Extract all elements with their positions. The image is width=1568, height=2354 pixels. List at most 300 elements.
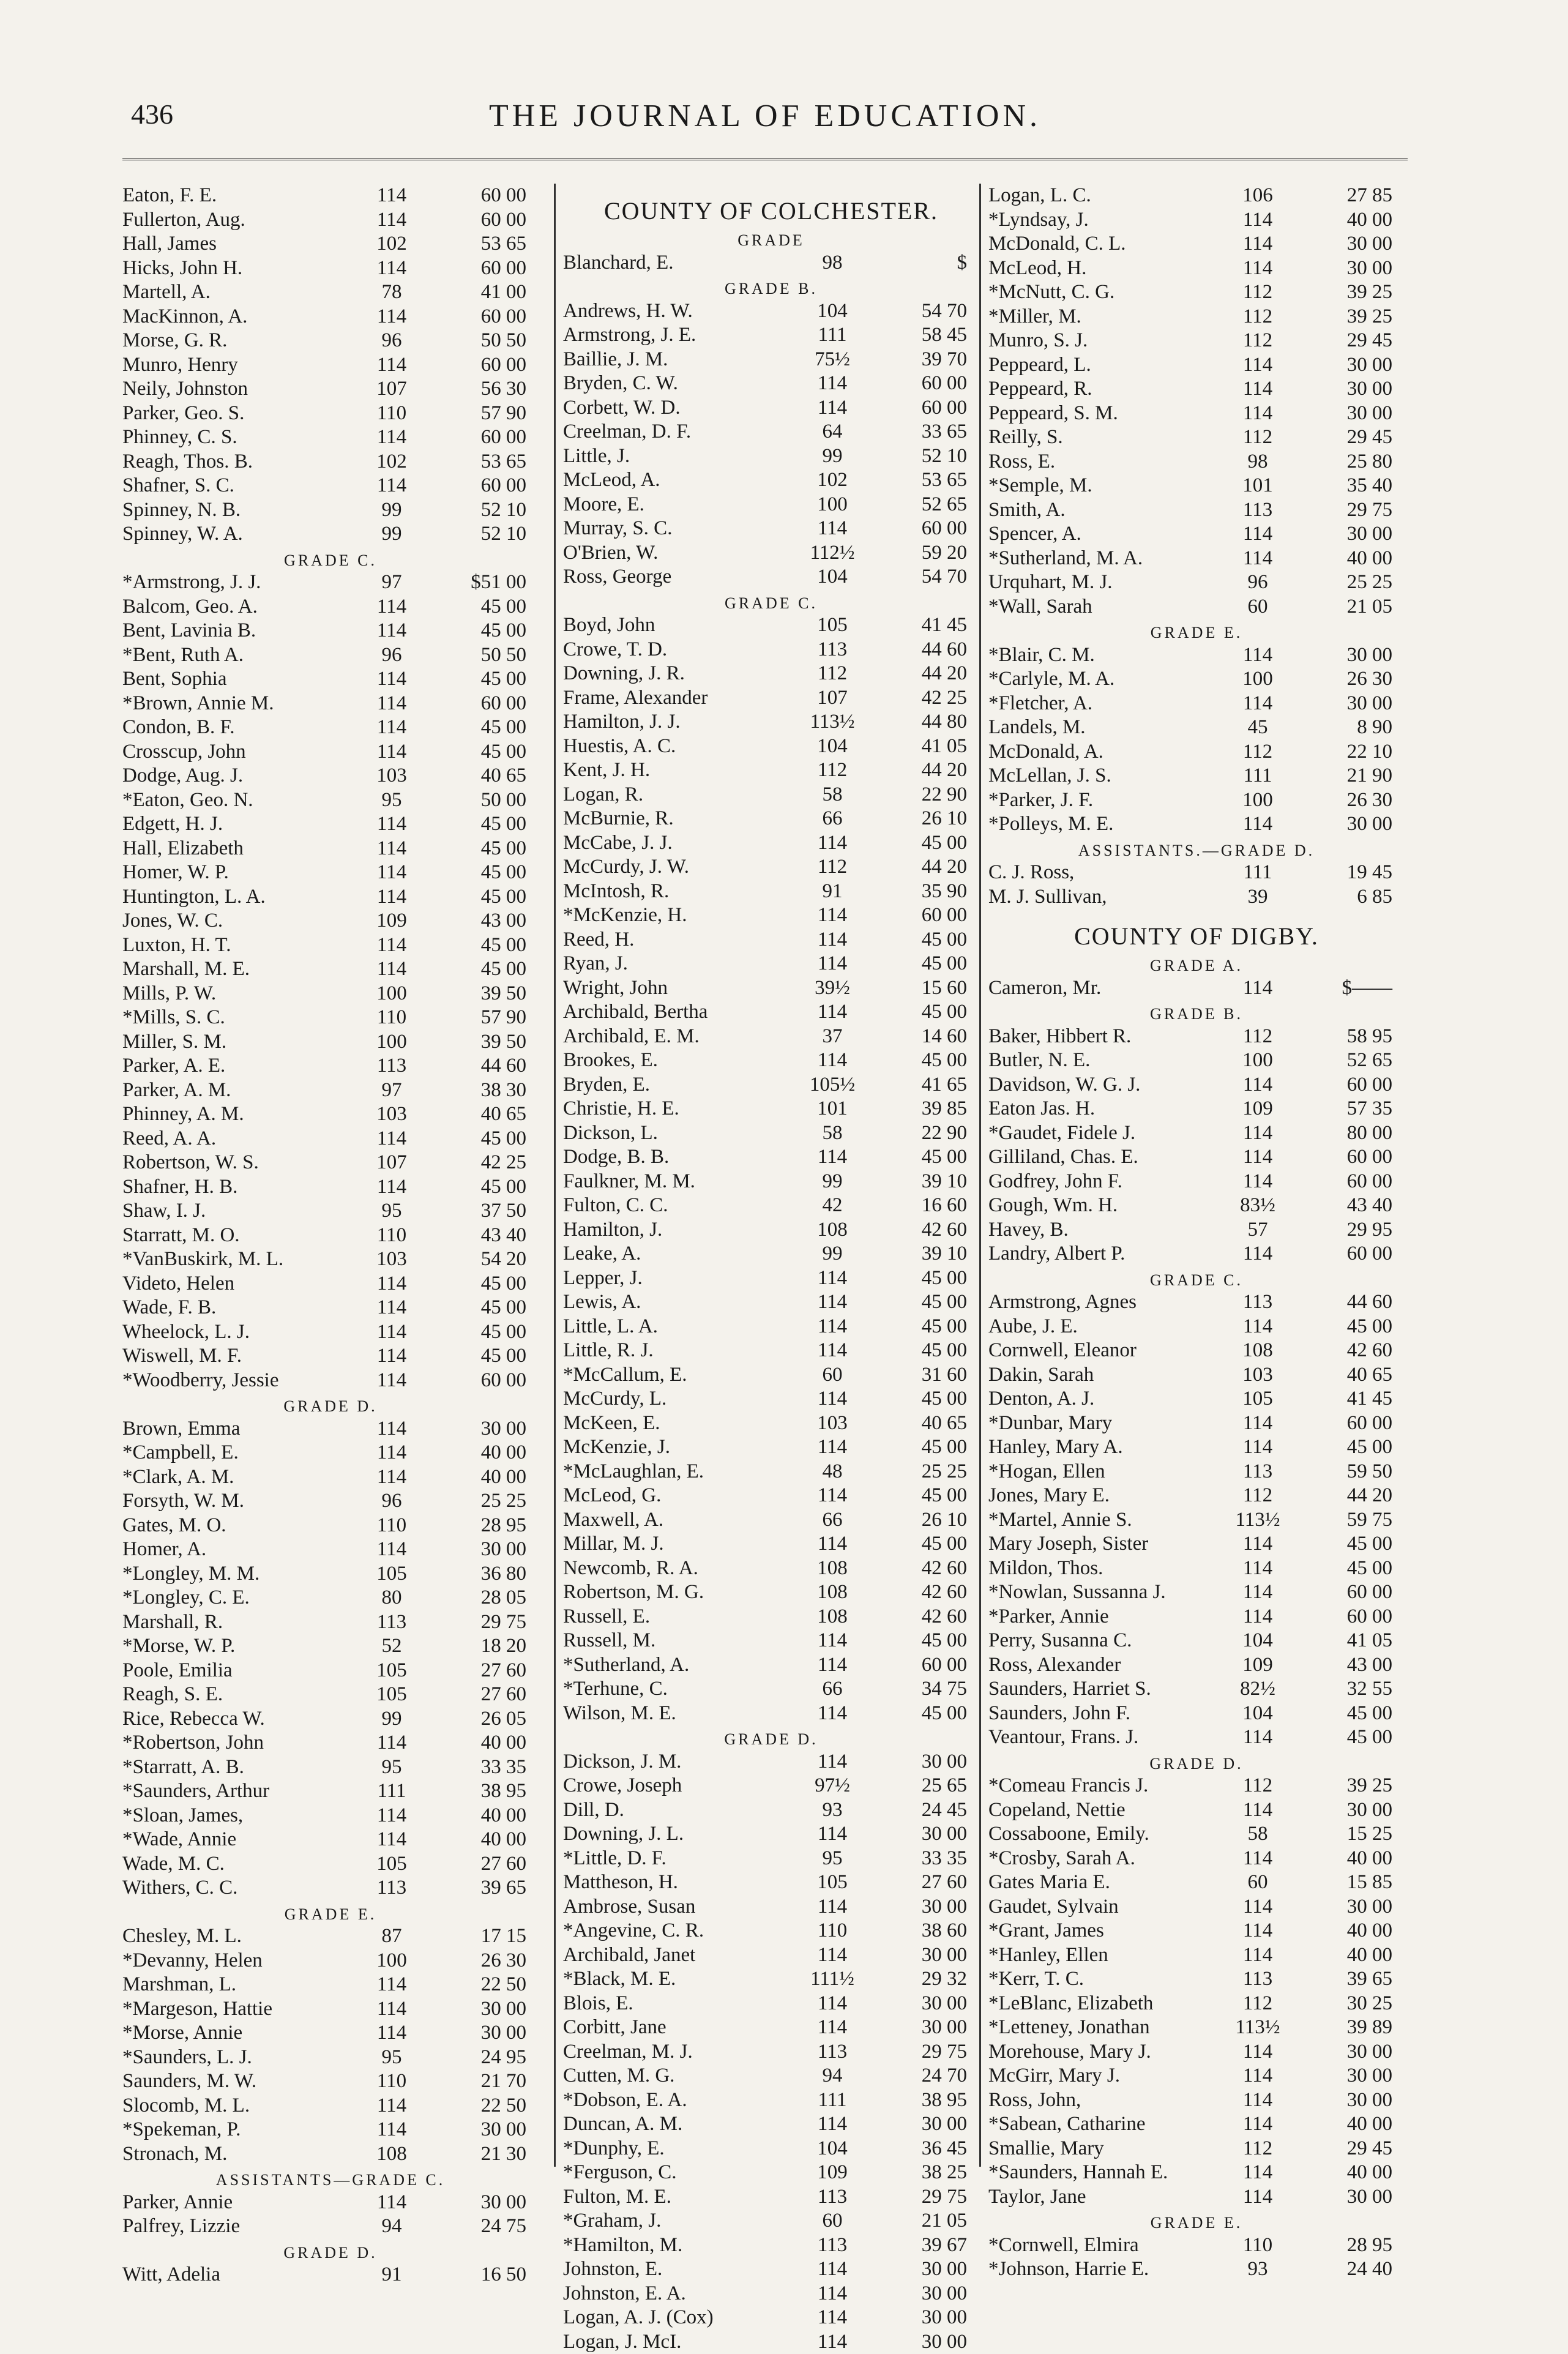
teacher-row: [563, 372, 979, 396]
days-taught: 100: [790, 493, 875, 517]
teacher-name: Miller, S. M.: [122, 1030, 349, 1055]
grant-amount: 29 75: [875, 2185, 967, 2210]
grant-amount: 16 50: [435, 2263, 526, 2287]
days-taught: 99: [349, 1707, 435, 1732]
teacher-row: [122, 2118, 539, 2142]
days-taught: 112: [1215, 329, 1301, 353]
days-taught: 113½: [1215, 1508, 1301, 1533]
teacher-name: Saunders, M. W.: [122, 2069, 349, 2094]
grant-amount: 25 25: [435, 1489, 526, 1514]
teacher-name: *Grant, James: [988, 1919, 1215, 1943]
journal-title: THE JOURNAL OF EDUCATION.: [122, 98, 1408, 134]
teacher-row: [563, 1822, 979, 1847]
teacher-name: Taylor, Jane: [988, 2185, 1215, 2210]
days-taught: 114: [349, 1538, 435, 1562]
grant-amount: 30 00: [875, 2016, 967, 2040]
days-taught: 114: [349, 1997, 435, 2022]
teacher-row: [122, 1127, 539, 1151]
teacher-name: McLeod, H.: [988, 256, 1215, 281]
days-taught: 114: [790, 1339, 875, 1363]
grant-amount: 36 45: [875, 2137, 967, 2161]
days-taught: 114: [1215, 2185, 1301, 2210]
days-taught: 83½: [1215, 1194, 1301, 1218]
days-taught: 99: [790, 1170, 875, 1194]
days-taught: 114: [790, 1266, 875, 1291]
grant-amount: 26 30: [1301, 788, 1392, 813]
teacher-row: [122, 1006, 539, 1030]
teacher-row: [988, 547, 1405, 571]
grant-amount: 60 00: [875, 903, 967, 928]
days-taught: 110: [349, 1006, 435, 1030]
grant-amount: 36 80: [435, 1562, 526, 1586]
teacher-name: Reed, A. A.: [122, 1127, 349, 1151]
grant-amount: 16 60: [875, 1194, 967, 1218]
teacher-row: [122, 2021, 539, 2046]
days-taught: 104: [1215, 1702, 1301, 1726]
teacher-row: [563, 2257, 979, 2282]
days-taught: 95: [349, 1199, 435, 1224]
days-taught: 106: [1215, 184, 1301, 208]
grant-amount: 42 25: [435, 1151, 526, 1175]
days-taught: 114: [790, 1484, 875, 1508]
teacher-name: Gates Maria E.: [988, 1870, 1215, 1895]
teacher-row: [988, 1484, 1405, 1508]
days-taught: 114: [349, 740, 435, 764]
days-taught: 114: [1215, 1895, 1301, 1919]
grant-amount: 45 00: [435, 885, 526, 910]
days-taught: 52: [349, 1634, 435, 1659]
teacher-name: Armstrong, J. E.: [563, 323, 790, 348]
teacher-row: [988, 1170, 1405, 1194]
teacher-row: [563, 1605, 979, 1629]
grant-amount: 54 70: [875, 299, 967, 324]
teacher-row: [988, 1847, 1405, 1871]
teacher-name: *Comeau Francis J.: [988, 1774, 1215, 1798]
teacher-name: McIntosh, R.: [563, 880, 790, 904]
days-taught: 108: [349, 2142, 435, 2167]
grant-amount: 45 00: [875, 1145, 967, 1170]
teacher-row: [988, 450, 1405, 474]
days-taught: 114: [790, 2330, 875, 2354]
grant-amount: 38 25: [875, 2161, 967, 2185]
days-taught: 66: [790, 807, 875, 831]
days-taught: 113: [1215, 1460, 1301, 1484]
teacher-row: [122, 1659, 539, 1683]
grant-amount: 21 70: [435, 2069, 526, 2094]
teacher-row: [122, 1489, 539, 1514]
days-taught: 112: [790, 758, 875, 783]
teacher-row: [988, 1339, 1405, 1363]
days-taught: 95: [349, 1755, 435, 1780]
teacher-name: McCurdy, L.: [563, 1387, 790, 1411]
teacher-row: [563, 1315, 979, 1339]
days-taught: 114: [790, 1290, 875, 1315]
days-taught: 114: [1215, 2040, 1301, 2064]
days-taught: 113: [1215, 498, 1301, 523]
days-taught: 103: [349, 1102, 435, 1127]
teacher-name: Logan, A. J. (Cox): [563, 2306, 790, 2330]
teacher-row: [563, 1532, 979, 1556]
teacher-row: [122, 692, 539, 716]
grant-amount: 57 35: [1301, 1097, 1392, 1121]
grade-heading: GRADE D.: [563, 1725, 979, 1750]
teacher-name: Hall, Elizabeth: [122, 837, 349, 861]
days-taught: 114: [790, 517, 875, 541]
grade-heading: GRADE B.: [988, 1000, 1405, 1025]
grant-amount: 40 00: [1301, 1943, 1392, 1968]
teacher-row: [563, 2282, 979, 2306]
teacher-row: [122, 1369, 539, 1393]
days-taught: 96: [349, 643, 435, 668]
teacher-row: [122, 957, 539, 982]
days-taught: 110: [790, 1919, 875, 1943]
teacher-row: [563, 1266, 979, 1291]
teacher-name: Rice, Rebecca W.: [122, 1707, 349, 1732]
grant-amount: 29 45: [1301, 329, 1392, 353]
days-taught: 48: [790, 1460, 875, 1484]
days-taught: 114: [1215, 256, 1301, 281]
teacher-row: [988, 402, 1405, 426]
grant-amount: 45 00: [435, 1344, 526, 1369]
grant-amount: 26 05: [435, 1707, 526, 1732]
days-taught: 104: [1215, 1629, 1301, 1653]
teacher-name: Armstrong, Agnes: [988, 1290, 1215, 1315]
teacher-row: [988, 2040, 1405, 2064]
teacher-name: Wade, M. C.: [122, 1852, 349, 1877]
teacher-name: Copeland, Nettie: [988, 1798, 1215, 1823]
days-taught: 91: [349, 2263, 435, 2287]
teacher-name: *Black, M. E.: [563, 1967, 790, 1992]
teacher-name: Johnston, E.: [563, 2257, 790, 2282]
teacher-name: Jones, Mary E.: [988, 1484, 1215, 1508]
teacher-name: Frame, Alexander: [563, 686, 790, 711]
teacher-row: [563, 1556, 979, 1581]
grant-amount: 15 25: [1301, 1822, 1392, 1847]
teacher-row: [122, 619, 539, 643]
grant-amount: 45 00: [875, 1702, 967, 1726]
days-taught: 100: [349, 982, 435, 1006]
grant-amount: 21 05: [875, 2209, 967, 2233]
teacher-row: [988, 1798, 1405, 1823]
teacher-name: McCurdy, J. W.: [563, 855, 790, 880]
header-rule: [122, 158, 1408, 160]
grant-amount: 35 40: [1301, 474, 1392, 498]
days-taught: 98: [790, 251, 875, 275]
grant-amount: 45 00: [875, 1266, 967, 1291]
teacher-name: Reed, H.: [563, 928, 790, 952]
days-taught: 111: [349, 1779, 435, 1804]
teacher-row: [122, 909, 539, 933]
grant-amount: 30 00: [875, 1943, 967, 1968]
grant-amount: 44 20: [875, 855, 967, 880]
teacher-name: Lepper, J.: [563, 1266, 790, 1291]
grant-amount: 22 10: [1301, 740, 1392, 764]
days-taught: 114: [790, 1895, 875, 1919]
days-taught: 60: [790, 1363, 875, 1388]
teacher-row: [563, 1943, 979, 1968]
teacher-name: *Saunders, Hannah E.: [988, 2161, 1215, 2185]
grant-amount: 60 00: [875, 1653, 967, 1678]
grant-amount: 41 45: [1301, 1387, 1392, 1411]
grant-amount: 30 00: [1301, 2040, 1392, 2064]
teacher-name: Hamilton, J.: [563, 1218, 790, 1242]
days-taught: 114: [1215, 1580, 1301, 1605]
grant-amount: 45 00: [435, 619, 526, 643]
teacher-name: Ross, E.: [988, 450, 1215, 474]
days-taught: 110: [349, 2069, 435, 2094]
teacher-name: Creelman, D. F.: [563, 420, 790, 444]
days-taught: 114: [349, 2094, 435, 2118]
teacher-name: Mary Joseph, Sister: [988, 1532, 1215, 1556]
grade-heading: GRADE D.: [988, 1750, 1405, 1774]
grant-amount: 40 65: [435, 764, 526, 788]
days-taught: 114: [1215, 1315, 1301, 1339]
teacher-name: Archibald, Janet: [563, 1943, 790, 1968]
grant-amount: 39 85: [875, 1097, 967, 1121]
grant-amount: 39 89: [1301, 2016, 1392, 2040]
grant-amount: 38 30: [435, 1078, 526, 1103]
teacher-name: Corbitt, Jane: [563, 2016, 790, 2040]
teacher-name: Gaudet, Sylvain: [988, 1895, 1215, 1919]
days-taught: 105: [790, 1870, 875, 1895]
teacher-row: [563, 1048, 979, 1073]
teacher-name: Dakin, Sarah: [988, 1363, 1215, 1388]
grant-amount: 30 00: [875, 2330, 967, 2354]
days-taught: 114: [349, 208, 435, 233]
grant-amount: 30 00: [875, 2306, 967, 2330]
teacher-name: Chesley, M. L.: [122, 1924, 349, 1949]
grant-amount: 30 00: [435, 2021, 526, 2046]
teacher-row: [563, 1290, 979, 1315]
teacher-name: Downing, J. R.: [563, 662, 790, 686]
grant-amount: 30 25: [1301, 1992, 1392, 2016]
teacher-name: *Semple, M.: [988, 474, 1215, 498]
grant-amount: 22 90: [875, 783, 967, 807]
days-taught: 114: [790, 1629, 875, 1653]
teacher-row: [122, 353, 539, 378]
teacher-row: [988, 667, 1405, 692]
teacher-name: Spencer, A.: [988, 522, 1215, 547]
teacher-row: [563, 1895, 979, 1919]
grant-amount: 45 00: [1301, 1725, 1392, 1750]
teacher-name: Morehouse, Mary J.: [988, 2040, 1215, 2064]
teacher-row: [563, 1460, 979, 1484]
teacher-name: Gough, Wm. H.: [988, 1194, 1215, 1218]
days-taught: 101: [1215, 474, 1301, 498]
teacher-row: [563, 1097, 979, 1121]
days-taught: 114: [349, 1417, 435, 1441]
teacher-row: [988, 1073, 1405, 1097]
teacher-name: Leake, A.: [563, 1242, 790, 1266]
grant-amount: 39 50: [435, 982, 526, 1006]
days-taught: 104: [790, 565, 875, 589]
teacher-name: Archibald, E. M.: [563, 1025, 790, 1049]
teacher-row: [122, 1586, 539, 1610]
days-taught: 114: [349, 812, 435, 837]
grant-amount: 37 50: [435, 1199, 526, 1224]
teacher-name: Baker, Hibbert R.: [988, 1025, 1215, 1049]
grant-amount: 15 60: [875, 976, 967, 1001]
days-taught: 96: [1215, 570, 1301, 595]
grant-amount: 45 00: [435, 861, 526, 885]
grant-amount: 56 30: [435, 377, 526, 402]
teacher-name: *Letteney, Jonathan: [988, 2016, 1215, 2040]
days-taught: 114: [790, 1315, 875, 1339]
days-taught: 114: [1215, 208, 1301, 233]
teacher-row: [122, 982, 539, 1006]
teacher-row: [563, 1992, 979, 2016]
days-taught: 114: [349, 1369, 435, 1393]
days-taught: 114: [349, 425, 435, 450]
teacher-row: [122, 1538, 539, 1562]
teacher-row: [988, 1532, 1405, 1556]
grant-amount: 59 50: [1301, 1460, 1392, 1484]
grant-amount: 38 60: [875, 1919, 967, 1943]
grant-amount: 22 90: [875, 1121, 967, 1146]
grant-amount: 45 00: [435, 1175, 526, 1200]
grant-amount: 59 20: [875, 541, 967, 566]
grant-amount: 45 00: [435, 1272, 526, 1296]
teacher-name: Veantour, Frans. J.: [988, 1725, 1215, 1750]
days-taught: 108: [1215, 1339, 1301, 1363]
teacher-row: [563, 541, 979, 566]
grant-amount: 30 00: [1301, 353, 1392, 378]
grade-heading: GRADE C.: [563, 589, 979, 614]
grant-amount: $——: [1301, 976, 1392, 1001]
teacher-name: Brown, Emma: [122, 1417, 349, 1441]
grant-amount: 45 00: [435, 1127, 526, 1151]
teacher-name: Landry, Albert P.: [988, 1242, 1215, 1266]
teacher-name: Maxwell, A.: [563, 1508, 790, 1533]
grant-amount: 41 00: [435, 280, 526, 305]
days-taught: 114: [349, 1320, 435, 1345]
days-taught: 114: [349, 2191, 435, 2215]
teacher-row: [122, 1030, 539, 1055]
days-taught: 66: [790, 1677, 875, 1702]
grant-amount: 30 00: [875, 2282, 967, 2306]
days-taught: 114: [1215, 1170, 1301, 1194]
grade-heading: ASSISTANTS.—GRADE D.: [988, 837, 1405, 861]
teacher-name: *Devanny, Helen: [122, 1949, 349, 1973]
teacher-row: [563, 2137, 979, 2161]
teacher-name: Little, R. J.: [563, 1339, 790, 1363]
teacher-row: [122, 208, 539, 233]
teacher-row: [988, 425, 1405, 450]
grant-amount: 52 10: [435, 498, 526, 523]
days-taught: 114: [790, 1000, 875, 1025]
teacher-name: *McKenzie, H.: [563, 903, 790, 928]
teacher-row: [122, 522, 539, 547]
teacher-name: *Lyndsay, J.: [988, 208, 1215, 233]
teacher-row: [563, 1218, 979, 1242]
teacher-row: [122, 1320, 539, 1345]
teacher-name: Brookes, E.: [563, 1048, 790, 1073]
teacher-name: Palfrey, Lizzie: [122, 2214, 349, 2239]
grant-amount: 39 67: [875, 2233, 967, 2258]
teacher-name: McBurnie, R.: [563, 807, 790, 831]
teacher-name: *Cornwell, Elmira: [988, 2233, 1215, 2258]
teacher-row: [122, 1731, 539, 1755]
grant-amount: 44 80: [875, 710, 967, 734]
grant-amount: 30 00: [1301, 232, 1392, 256]
teacher-name: Hamilton, J. J.: [563, 710, 790, 734]
teacher-name: Slocomb, M. L.: [122, 2094, 349, 2118]
grant-amount: 60 00: [875, 396, 967, 420]
teacher-row: [122, 1175, 539, 1200]
column-2: [554, 184, 979, 2167]
grant-amount: 40 00: [1301, 1847, 1392, 1871]
teacher-row: [988, 2064, 1405, 2088]
grant-amount: 40 65: [1301, 1363, 1392, 1388]
days-taught: 103: [349, 1247, 435, 1272]
grant-amount: 30 00: [435, 1538, 526, 1562]
teacher-row: [122, 1514, 539, 1538]
grant-amount: 24 40: [1301, 2257, 1392, 2282]
teacher-name: Parker, Annie: [122, 2191, 349, 2215]
teacher-row: [988, 2233, 1405, 2258]
teacher-row: [563, 2064, 979, 2088]
teacher-name: Robertson, M. G.: [563, 1580, 790, 1605]
grant-amount: 60 00: [435, 208, 526, 233]
grant-amount: 40 00: [1301, 2112, 1392, 2137]
grant-amount: 27 60: [435, 1659, 526, 1683]
days-taught: 97½: [790, 1774, 875, 1798]
teacher-name: *Ferguson, C.: [563, 2161, 790, 2185]
teacher-row: [988, 1363, 1405, 1388]
teacher-name: Lewis, A.: [563, 1290, 790, 1315]
grant-amount: 60 00: [1301, 1170, 1392, 1194]
teacher-row: [563, 638, 979, 662]
grant-amount: 25 80: [1301, 450, 1392, 474]
grant-amount: 44 20: [1301, 1484, 1392, 1508]
days-taught: 114: [349, 256, 435, 281]
teacher-name: Balcom, Geo. A.: [122, 595, 349, 619]
teacher-row: [563, 420, 979, 444]
teacher-name: *LeBlanc, Elizabeth: [988, 1992, 1215, 2016]
grant-amount: 6 85: [1301, 885, 1392, 910]
teacher-name: Boyd, John: [563, 613, 790, 638]
county-heading: COUNTY OF DIGBY.: [988, 921, 1405, 952]
days-taught: 114: [1215, 812, 1301, 837]
teacher-row: [122, 232, 539, 256]
teacher-name: Peppeard, L.: [988, 353, 1215, 378]
teacher-row: [988, 1702, 1405, 1726]
days-taught: 105: [349, 1562, 435, 1586]
teacher-name: Parker, A. E.: [122, 1054, 349, 1078]
days-taught: 114: [790, 2282, 875, 2306]
days-taught: 58: [1215, 1822, 1301, 1847]
teacher-name: Huntington, L. A.: [122, 885, 349, 910]
teacher-row: [563, 952, 979, 976]
days-taught: 39½: [790, 976, 875, 1001]
teacher-name: Little, J.: [563, 444, 790, 469]
teacher-name: Mildon, Thos.: [988, 1556, 1215, 1581]
days-taught: 114: [1215, 522, 1301, 547]
grant-amount: 52 65: [875, 493, 967, 517]
grant-amount: 40 00: [1301, 547, 1392, 571]
teacher-row: [563, 1363, 979, 1388]
teacher-row: [988, 329, 1405, 353]
teacher-row: [563, 1121, 979, 1146]
teacher-row: [563, 686, 979, 711]
grant-amount: 28 95: [1301, 2233, 1392, 2258]
grant-amount: 25 25: [875, 1460, 967, 1484]
grant-amount: 45 00: [875, 1435, 967, 1460]
teacher-name: Spinney, W. A.: [122, 522, 349, 547]
grant-amount: 17 15: [435, 1924, 526, 1949]
days-taught: 113: [349, 1876, 435, 1900]
days-taught: 114: [1215, 547, 1301, 571]
